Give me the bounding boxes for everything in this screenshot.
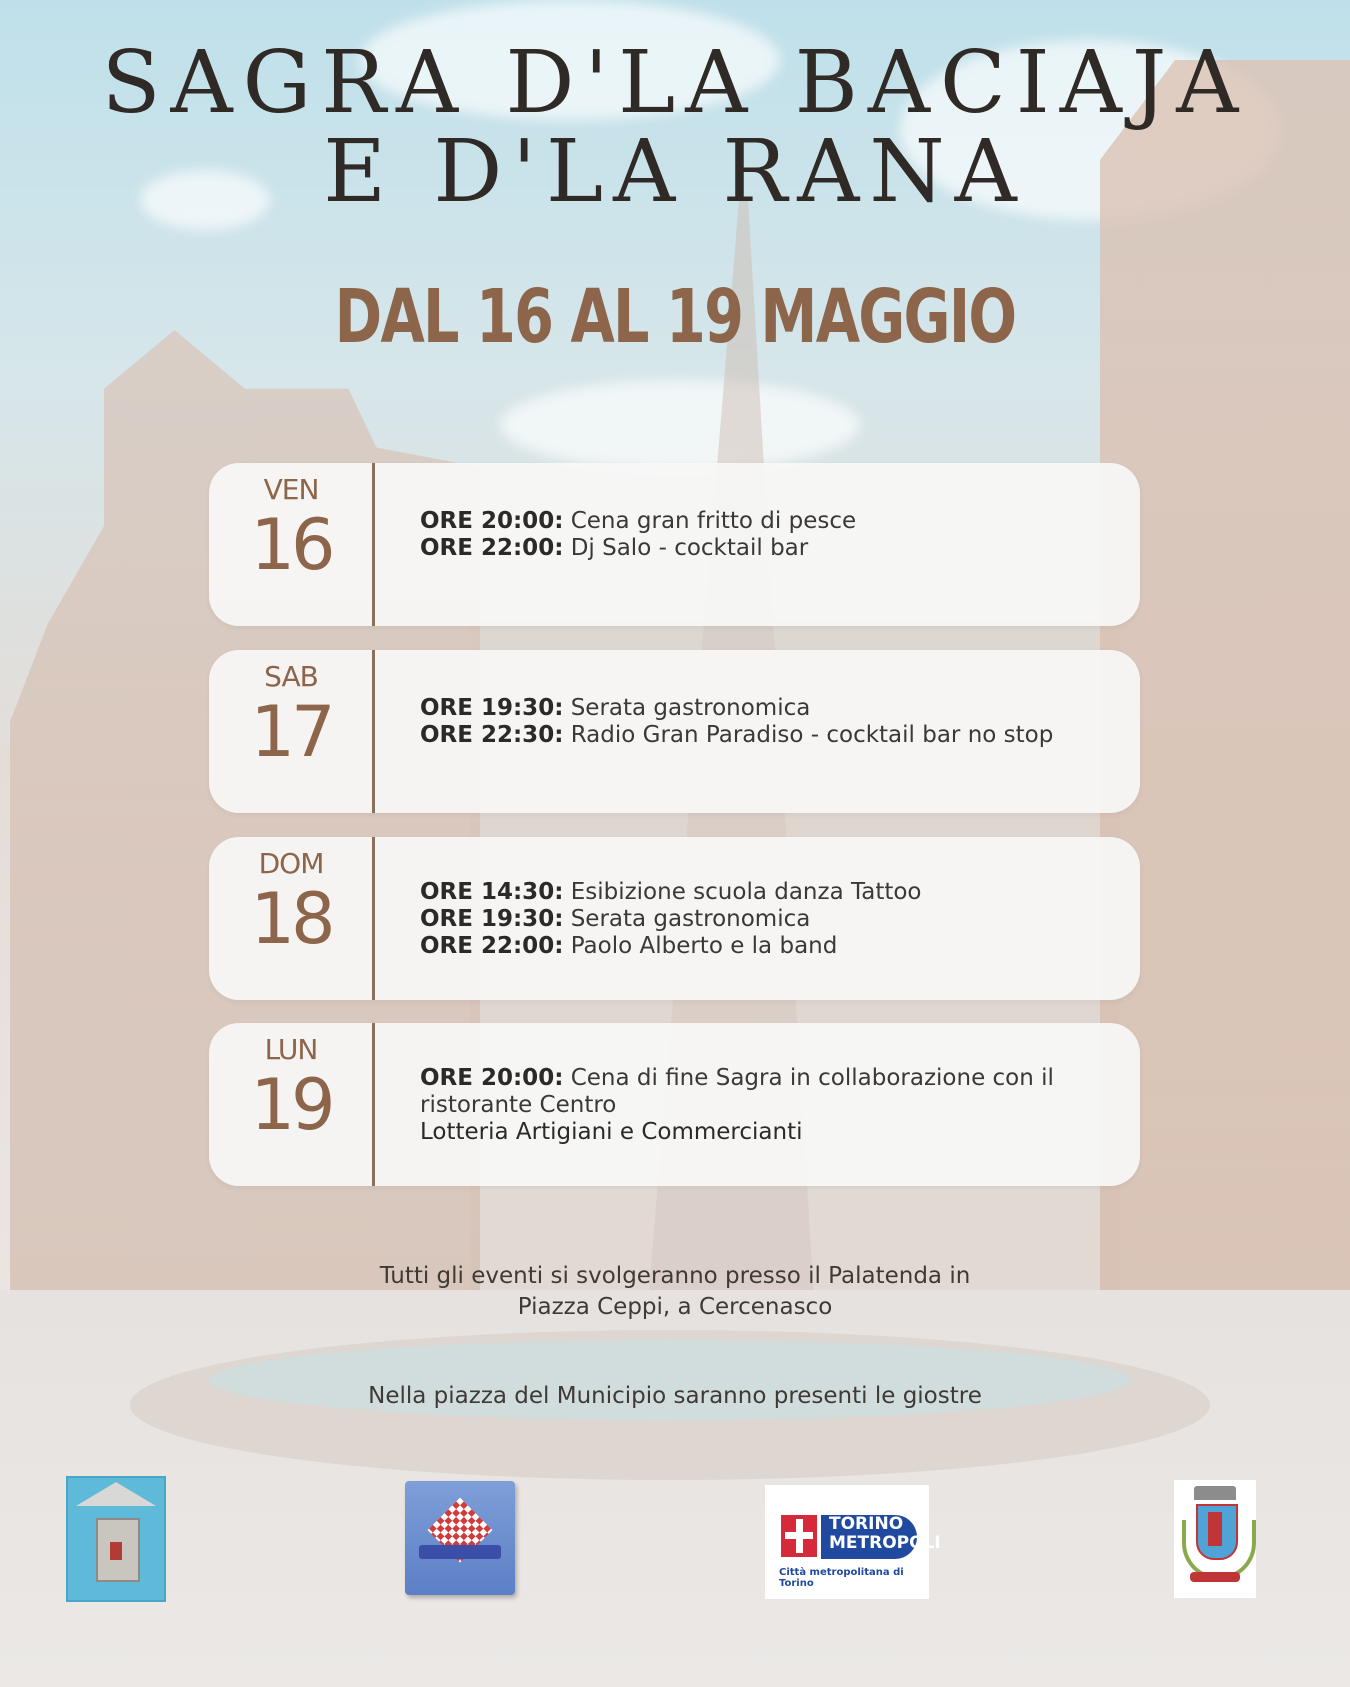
- event-time: ORE 19:30:: [420, 695, 564, 721]
- event-time: ORE 22:00:: [420, 535, 564, 561]
- shield-emblem-icon: [1208, 1512, 1222, 1546]
- event-text: Serata gastronomica: [563, 906, 811, 932]
- rides-info: Nella piazza del Municipio saranno presenti le giostre: [368, 1383, 982, 1409]
- card-day: DOM: [258, 847, 324, 880]
- card-date-number: 19: [250, 1064, 332, 1146]
- torino-wordmark: [821, 1514, 941, 1559]
- venue-info: [0, 1261, 1350, 1323]
- date-range: DAL 16 AL 19 MAGGIO: [334, 274, 1016, 360]
- event-time: ORE 19:30:: [420, 906, 564, 932]
- cross-icon: [785, 1532, 813, 1539]
- event-text: Dj Salo - cocktail bar: [563, 535, 809, 561]
- card-day: LUN: [264, 1033, 318, 1066]
- event-text: Cena gran fritto di pesce: [563, 508, 857, 534]
- metropoli-word: METROPOLI: [829, 1533, 941, 1553]
- event-line: [420, 535, 1070, 562]
- event-time: ORE 20:00:: [420, 508, 564, 534]
- event-line: [420, 1065, 1070, 1119]
- venue-line-1: Tutti gli eventi si svolgeranno presso il Palatenda in: [379, 1263, 971, 1289]
- torino-metropoli-logo: [765, 1485, 941, 1599]
- card-date-number: 17: [250, 691, 332, 773]
- event-time: ORE 14:30:: [420, 879, 564, 905]
- event-text: Paolo Alberto e la band: [563, 933, 838, 959]
- event-line: [420, 722, 1070, 749]
- venue-line-2: Piazza Ceppi, a Cercenasco: [517, 1294, 833, 1320]
- event-text: Serata gastronomica: [563, 695, 811, 721]
- event-line: [420, 906, 1070, 933]
- event-text: Radio Gran Paradiso - cocktail bar no stop: [563, 722, 1054, 748]
- event-text: Cena di fine Sagra in collaborazione con il ristorante Centro: [420, 1065, 1054, 1118]
- ribbon-icon: [1190, 1572, 1240, 1582]
- card-date-number: 16: [250, 504, 332, 586]
- card-events: [420, 695, 1070, 749]
- schedule-card-ven: [209, 463, 1140, 626]
- schedule-card-lun: [209, 1023, 1140, 1186]
- card-divider: [372, 463, 375, 626]
- event-line: [420, 508, 1070, 535]
- title-line-1: SAGRA D'LA BACIAJA: [101, 33, 1249, 133]
- card-divider: [372, 1023, 375, 1186]
- event-line: [420, 695, 1070, 722]
- card-divider: [372, 837, 375, 1000]
- door-panel-icon: [110, 1542, 122, 1560]
- title-line-2: E D'LA RANA: [323, 122, 1027, 222]
- card-day: VEN: [263, 473, 319, 506]
- lottery-line: Lotteria Artigiani e Commercianti: [420, 1119, 803, 1145]
- schedule-card-dom: [209, 837, 1140, 1000]
- event-time: ORE 20:00:: [420, 1065, 564, 1091]
- card-events: [420, 508, 1070, 562]
- card-date-number: 18: [250, 878, 332, 960]
- association-logo: [66, 1476, 166, 1602]
- pro-loco-logo: [405, 1481, 515, 1595]
- crown-icon: [1194, 1486, 1236, 1500]
- schedule-card-sab: [209, 650, 1140, 813]
- event-line: [420, 879, 1070, 906]
- card-events: [420, 1065, 1070, 1146]
- ribbon-icon: [419, 1545, 501, 1559]
- municipal-coat-of-arms: [1174, 1480, 1256, 1598]
- event-time: ORE 22:30:: [420, 722, 564, 748]
- event-text: Esibizione scuola danza Tattoo: [563, 879, 922, 905]
- temple-roof-icon: [76, 1482, 156, 1506]
- card-day: SAB: [264, 660, 318, 693]
- card-events: [420, 879, 1070, 960]
- torino-subtitle: Città metropolitana di Torino: [779, 1567, 904, 1589]
- event-time: ORE 22:00:: [420, 933, 564, 959]
- torino-word: TORINO: [829, 1514, 904, 1534]
- card-divider: [372, 650, 375, 813]
- event-line: [420, 933, 1070, 960]
